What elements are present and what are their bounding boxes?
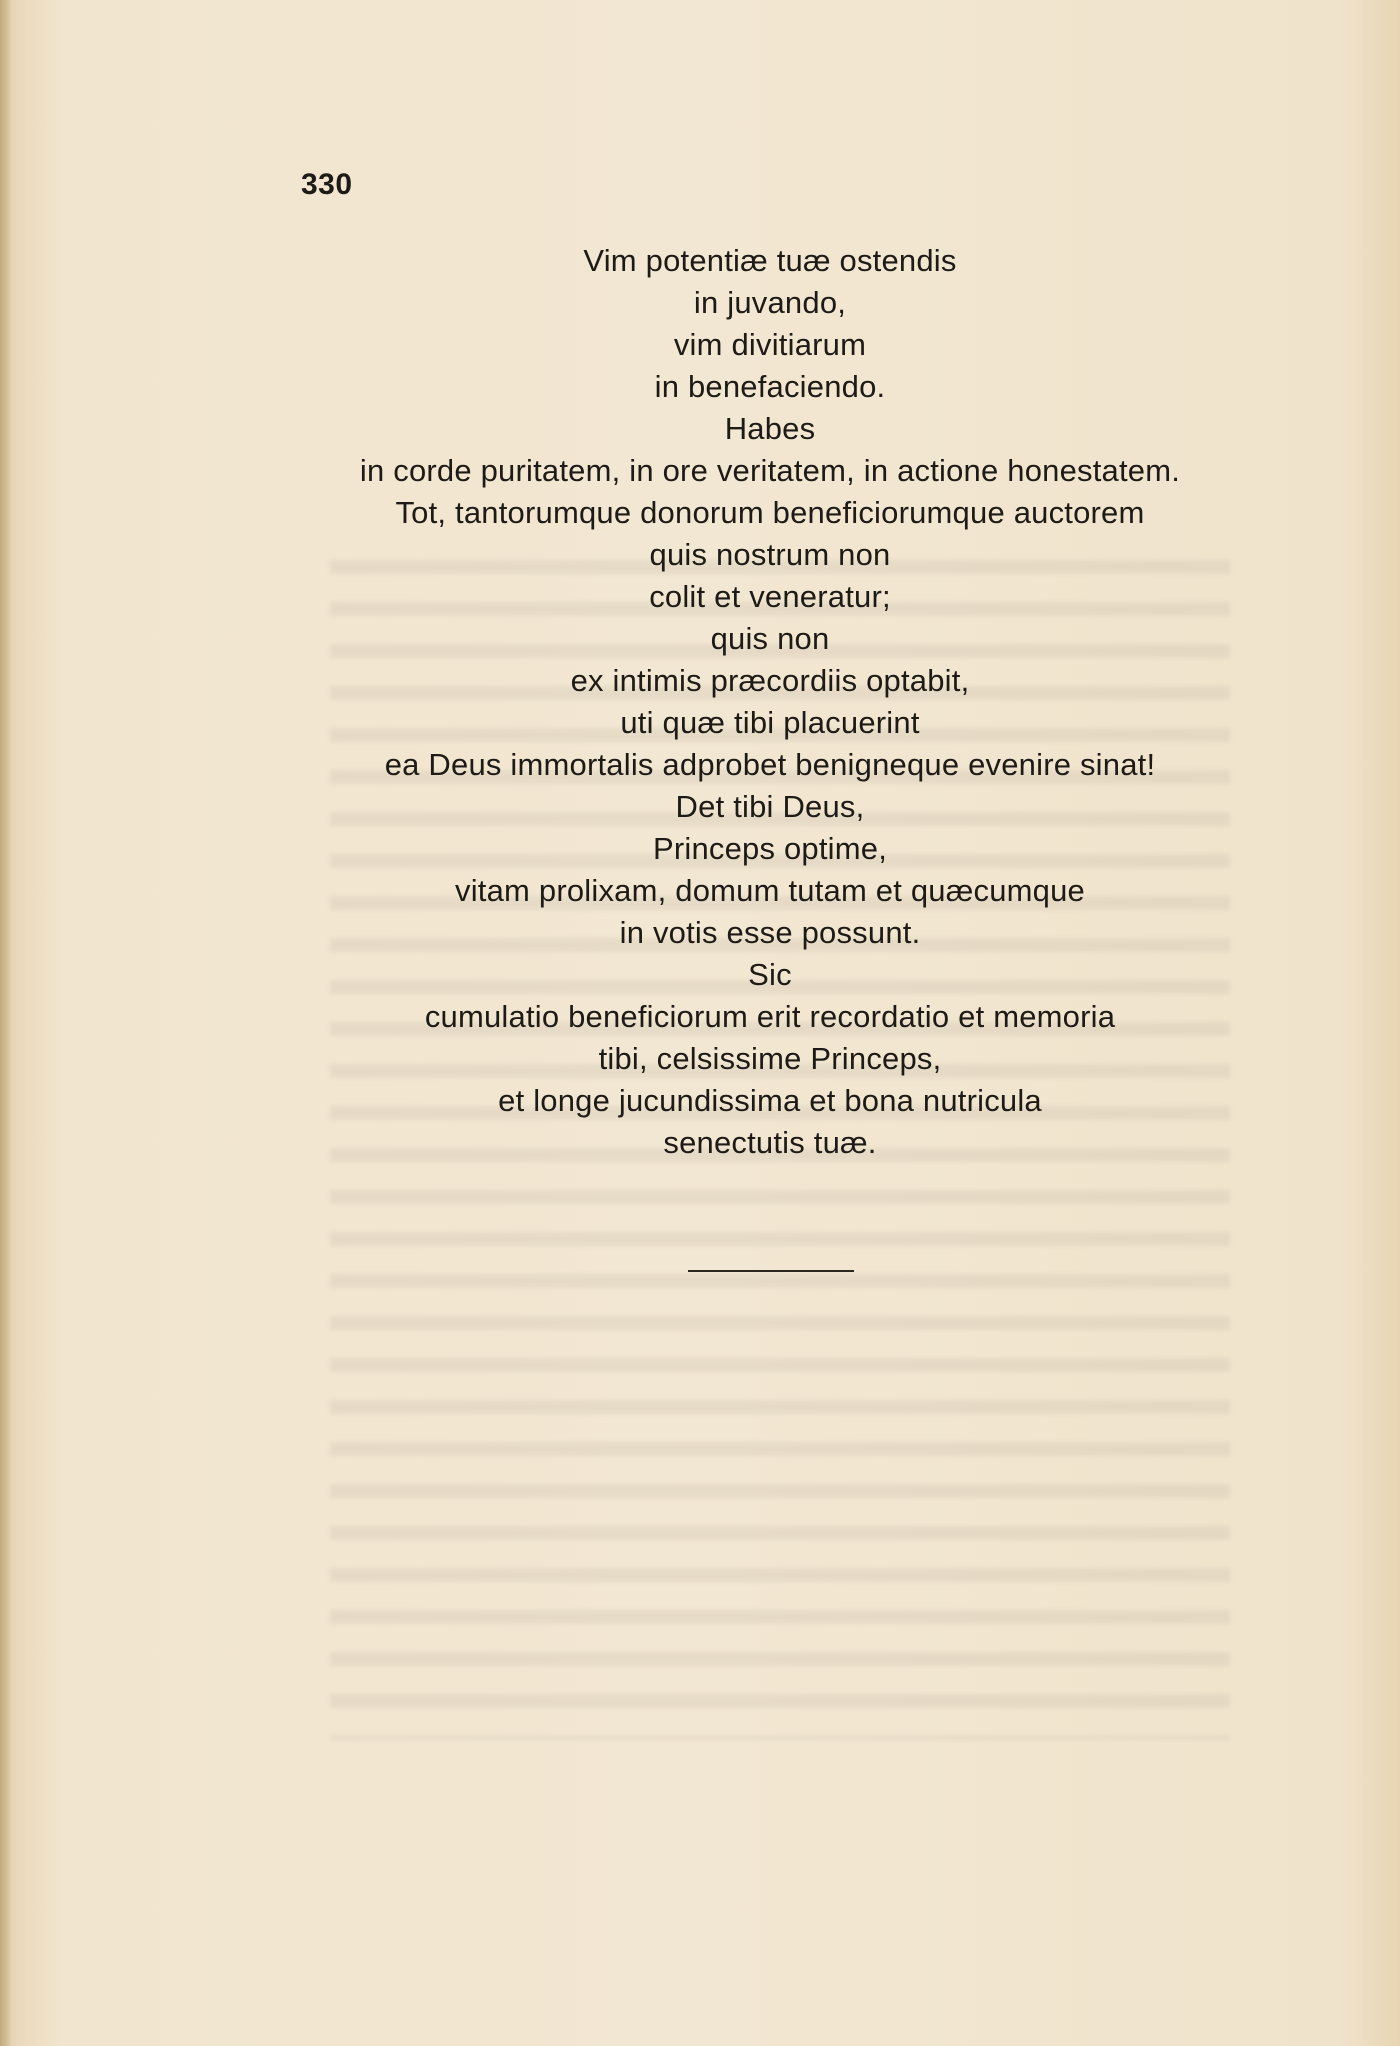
verse-line: Sic	[748, 957, 792, 992]
verse-line: Det tibi Deus,	[675, 789, 865, 824]
verse-line: et longe jucundissima et bona nutricula	[498, 1083, 1042, 1118]
verse-line: senectutis tuæ.	[663, 1125, 877, 1160]
verse-line: in juvando,	[693, 285, 847, 320]
page-number: 330	[301, 168, 353, 201]
verse-line: quis nostrum non	[649, 537, 891, 572]
verse-line: in votis esse possunt.	[619, 915, 921, 950]
verse-line: vim divitiarum	[673, 327, 867, 362]
verse-line: Princeps optime,	[652, 831, 888, 866]
verse-line: cumulatio beneficiorum erit recordatio et memoria	[424, 999, 1116, 1034]
verse-line: Vim potentiæ tuæ ostendis	[583, 243, 957, 278]
verse-line: vitam prolixam, domum tutam et quæcumque	[455, 873, 1085, 908]
verse-line: in corde puritatem, in ore veritatem, in actione honestatem.	[359, 453, 1181, 488]
verse-line: Tot, tantorumque donorum beneficiorumque auctorem	[395, 495, 1145, 530]
verse-line: quis non	[710, 621, 830, 656]
verse-line: ea Deus immortalis adprobet benigneque evenire sinat!	[384, 747, 1156, 782]
page-gutter-shadow	[0, 0, 10, 2046]
closing-rule	[688, 1270, 854, 1272]
verse-line: tibi, celsissime Princeps,	[598, 1041, 942, 1076]
verse-line: colit et veneratur;	[649, 579, 891, 614]
verse-line: in benefaciendo.	[654, 369, 886, 404]
verse-text	[220, 240, 1320, 1164]
verse-line: Habes	[724, 411, 816, 446]
verse-line: ex intimis præcordiis optabit,	[570, 663, 970, 698]
verse-line: uti quæ tibi placuerint	[620, 705, 920, 740]
